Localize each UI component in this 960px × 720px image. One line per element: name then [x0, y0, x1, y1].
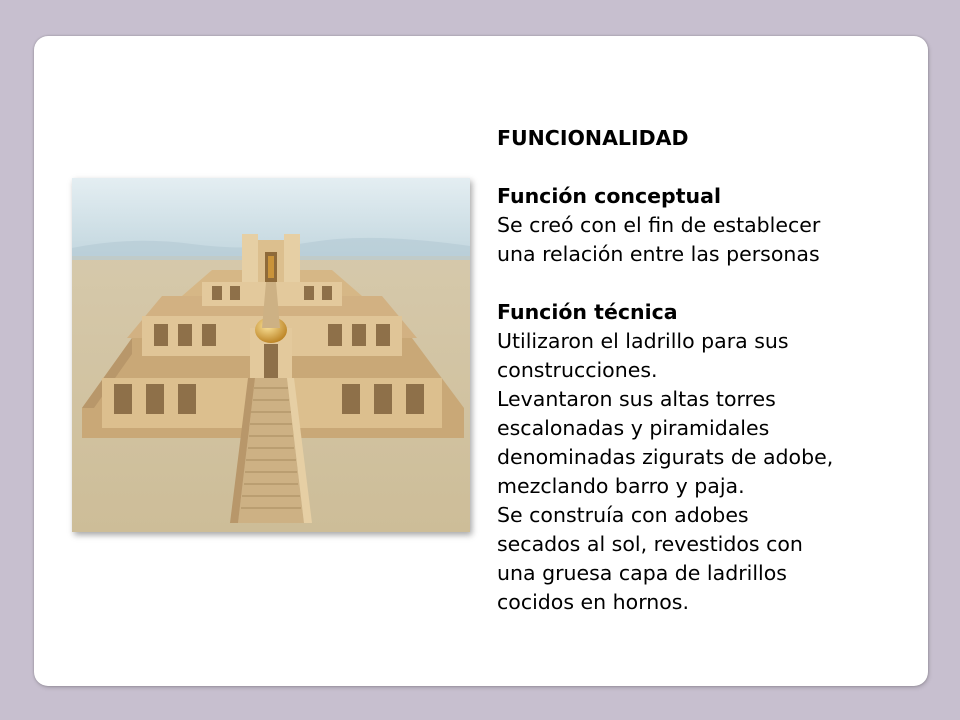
text-line: mezclando barro y paja.	[497, 474, 745, 498]
slide-heading: FUNCIONALIDAD	[497, 126, 689, 150]
ziggurat-illustration	[72, 178, 470, 532]
text-line: Utilizaron el ladrillo para sus	[497, 329, 789, 353]
section-title-conceptual: Función conceptual	[497, 184, 721, 208]
text-line: construcciones.	[497, 358, 658, 382]
text-line: Levantaron sus altas torres	[497, 387, 776, 411]
text-line: cocidos en hornos.	[497, 590, 689, 614]
text-line: denominadas zigurats de adobe,	[497, 445, 834, 469]
text-line: escalonadas y piramidales	[497, 416, 770, 440]
text-line: Se creó con el fin de establecer	[497, 213, 821, 237]
text-line: una gruesa capa de ladrillos	[497, 561, 787, 585]
section-title-tecnica: Función técnica	[497, 300, 678, 324]
text-line: Se construía con adobes	[497, 503, 749, 527]
text-line: secados al sol, revestidos con	[497, 532, 803, 556]
slide-text	[497, 124, 917, 617]
text-line: una relación entre las personas	[497, 242, 820, 266]
